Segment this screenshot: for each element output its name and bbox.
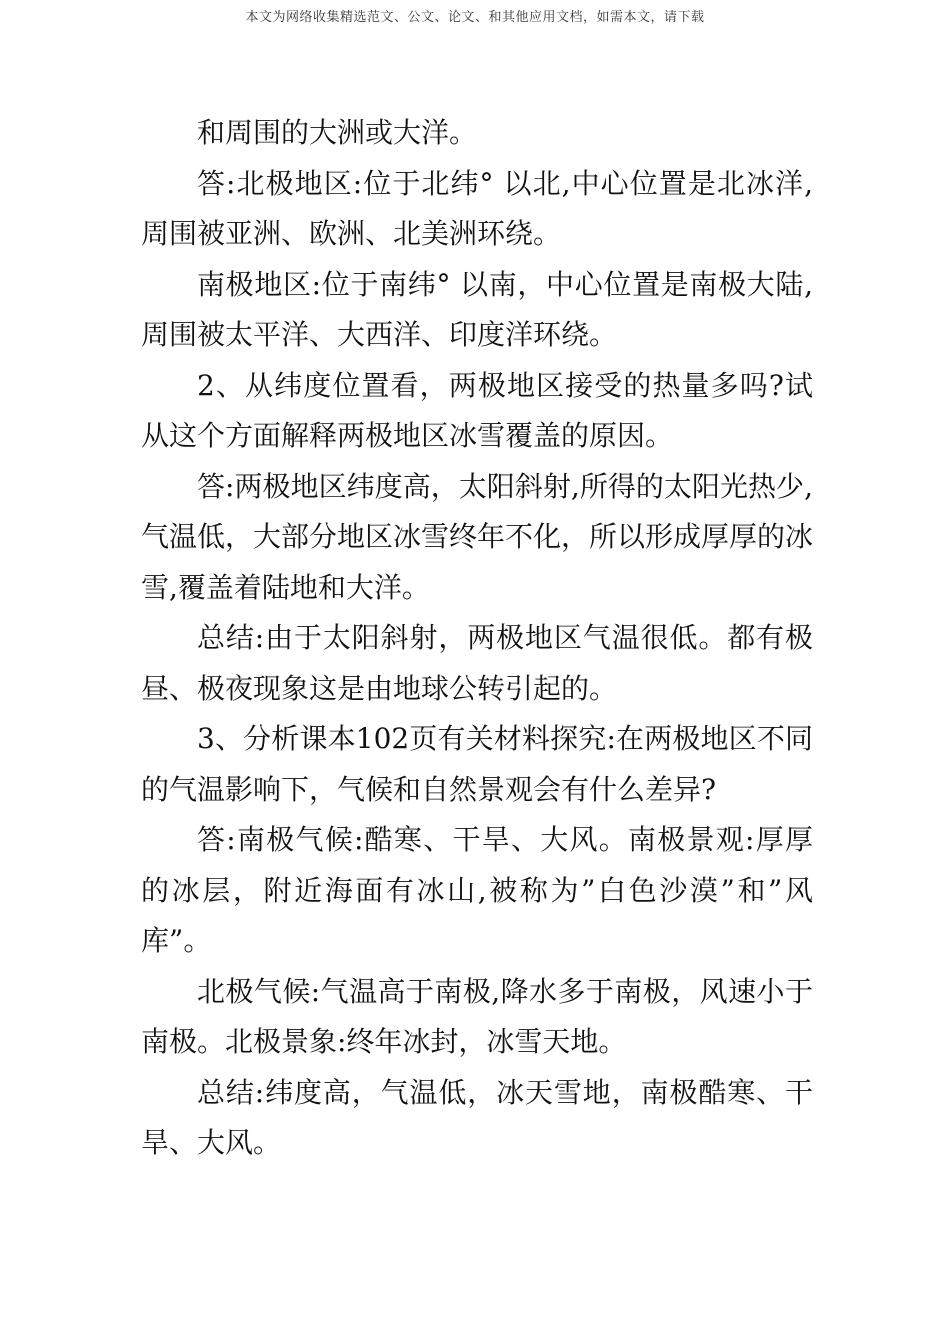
paragraph: 2、从纬度位置看，两极地区接受的热量多吗?试从这个方面解释两极地区冰雪覆盖的原因。 [141,368,813,452]
document-body [141,108,813,1169]
paragraph: 总结:由于太阳斜射，两极地区气温很低。都有极昼、极夜现象这是由地球公转引起的。 [141,621,813,705]
paragraph: 3、分析课本102页有关材料探究:在两极地区不同的气温影响下，气候和自然景观会有什么差异? [141,722,813,806]
paragraph: 南极地区:位于南纬° 以南，中心位置是南极大陆,周围被太平洋、大西洋、印度洋环绕。 [141,267,813,351]
page-header-notice: 本文为网络收集精选范文、公文、论文、和其他应用文档，如需本文，请下载 [245,10,705,25]
paragraph: 北极气候:气温高于南极,降水多于南极，风速小于南极。北极景象:终年冰封，冰雪天地。 [141,974,813,1058]
paragraph: 答:两极地区纬度高，太阳斜射,所得的太阳光热少,气温低，大部分地区冰雪终年不化，所以形成厚厚的冰雪,覆盖着陆地和大洋。 [141,469,814,604]
paragraph: 总结:纬度高，气温低，冰天雪地，南极酷寒、干旱、大风。 [141,1075,813,1159]
paragraph: 答:南极气候:酷寒、干旱、大风。南极景观:厚厚的冰层，附近海面有冰山,被称为”白色沙漠”和”风库”。 [141,823,813,957]
paragraph: 答:北极地区:位于北纬° 以北,中心位置是北冰洋,周围被亚洲、欧洲、北美洲环绕。 [141,166,813,250]
paragraph: 和周围的大洲或大洋。 [197,116,478,149]
